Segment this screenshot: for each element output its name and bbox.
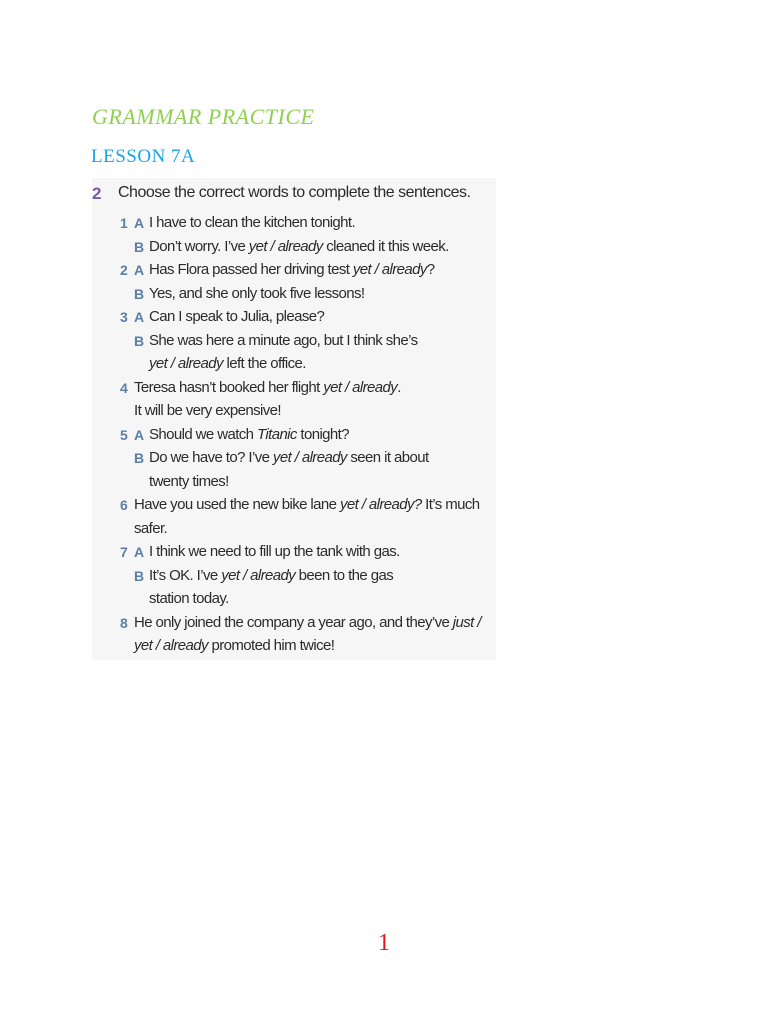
speaker-label: A: [134, 544, 145, 560]
speaker-label: A: [134, 262, 145, 278]
answer-choice: yet / already: [149, 355, 223, 372]
sentence-line: [149, 590, 229, 608]
sentence-line: [134, 496, 480, 514]
sentence-text: promoted him twice!: [207, 637, 335, 654]
sentence-text: Yes, and she only took five lessons!: [149, 284, 365, 302]
sentence-text: I think we need to fill up the tank with gas.: [149, 543, 400, 560]
answer-choice: just /: [452, 613, 481, 631]
sentence-text: Has Flora passed her driving test: [149, 261, 353, 278]
sentence-line: [149, 238, 449, 256]
sentence-text: He only joined the company a year ago, and they’ve: [134, 613, 453, 631]
sentence-line: [149, 426, 349, 444]
sentence-text: Teresa hasn’t booked her flight: [134, 378, 324, 396]
item-number: 7: [120, 544, 128, 560]
sentence-line: [134, 637, 334, 655]
exercise-instruction: Choose the correct words to complete the sentences.: [118, 184, 471, 201]
page-title: GRAMMAR PRACTICE: [92, 104, 315, 129]
lesson-heading: LESSON 7A: [91, 146, 196, 167]
sentence-text: twenty times!: [149, 472, 229, 490]
answer-choice: yet / already: [272, 449, 347, 466]
answer-choice: yet / already: [323, 378, 398, 396]
page-number: 1: [378, 930, 390, 956]
sentence-text: It’s much: [421, 496, 480, 513]
speaker-label: A: [134, 309, 145, 325]
sentence-text: been to the gas: [295, 566, 394, 584]
sentence-text: ?: [426, 261, 435, 278]
sentence-text: Should we watch: [149, 425, 257, 443]
sentence-line: [149, 543, 400, 561]
sentence-text: Have you used the new bike lane: [134, 496, 340, 513]
sentence-text: tonight?: [296, 425, 349, 443]
sentence-text: Can I speak to Julia, please?: [149, 308, 325, 325]
sentence-line: [149, 355, 306, 373]
sentence-line: [149, 285, 365, 303]
sentence-line: [149, 261, 435, 279]
speaker-label: B: [134, 450, 145, 466]
item-number: 6: [120, 497, 128, 513]
sentence-line: [134, 379, 401, 397]
sentence-line: [149, 567, 393, 585]
sentence-text: station today.: [149, 590, 229, 607]
sentence-text: safer.: [134, 519, 168, 537]
speaker-label: B: [134, 567, 145, 584]
sentence-line: [149, 214, 355, 232]
sentence-text: seen it about: [346, 449, 429, 466]
answer-choice: yet / already: [248, 237, 323, 255]
item-number: 4: [120, 379, 128, 396]
sentence-line: [149, 473, 229, 491]
answer-choice: yet / already: [352, 261, 427, 278]
answer-choice: Titanic: [256, 425, 297, 443]
sentence-text: She was here a minute ago, but I think she’s: [149, 331, 418, 349]
sentence-text: .: [397, 378, 401, 396]
item-number: 1: [120, 215, 128, 231]
exercise-number: 2: [92, 184, 102, 203]
item-number: 8: [120, 614, 128, 631]
sentence-text: It will be very expensive!: [134, 402, 281, 419]
exercise-block: [92, 178, 496, 660]
sentence-text: It’s OK. I’ve: [149, 566, 222, 584]
sentence-text: cleaned it this week.: [322, 237, 449, 255]
item-number: 5: [120, 426, 128, 443]
speaker-label: B: [134, 238, 145, 255]
answer-choice: yet / already: [134, 637, 208, 654]
speaker-label: A: [134, 426, 145, 443]
speaker-label: A: [134, 215, 145, 231]
sentence-text: I have to clean the kitchen tonight.: [149, 214, 356, 231]
sentence-line: [134, 402, 281, 420]
speaker-label: B: [134, 332, 145, 349]
sentence-text: Do we have to? I’ve: [149, 449, 273, 466]
item-number: 3: [120, 309, 128, 325]
item-number: 2: [120, 262, 128, 278]
sentence-line: [134, 614, 481, 632]
sentence-line: [134, 520, 167, 538]
sentence-text: Don’t worry. I’ve: [149, 237, 249, 255]
sentence-line: [149, 449, 429, 467]
sentence-line: [149, 332, 418, 350]
answer-choice: yet / already?: [339, 496, 422, 513]
answer-choice: yet / already: [221, 566, 296, 584]
sentence-line: [149, 308, 324, 326]
speaker-label: B: [134, 285, 145, 302]
sentence-text: left the office.: [222, 355, 306, 372]
